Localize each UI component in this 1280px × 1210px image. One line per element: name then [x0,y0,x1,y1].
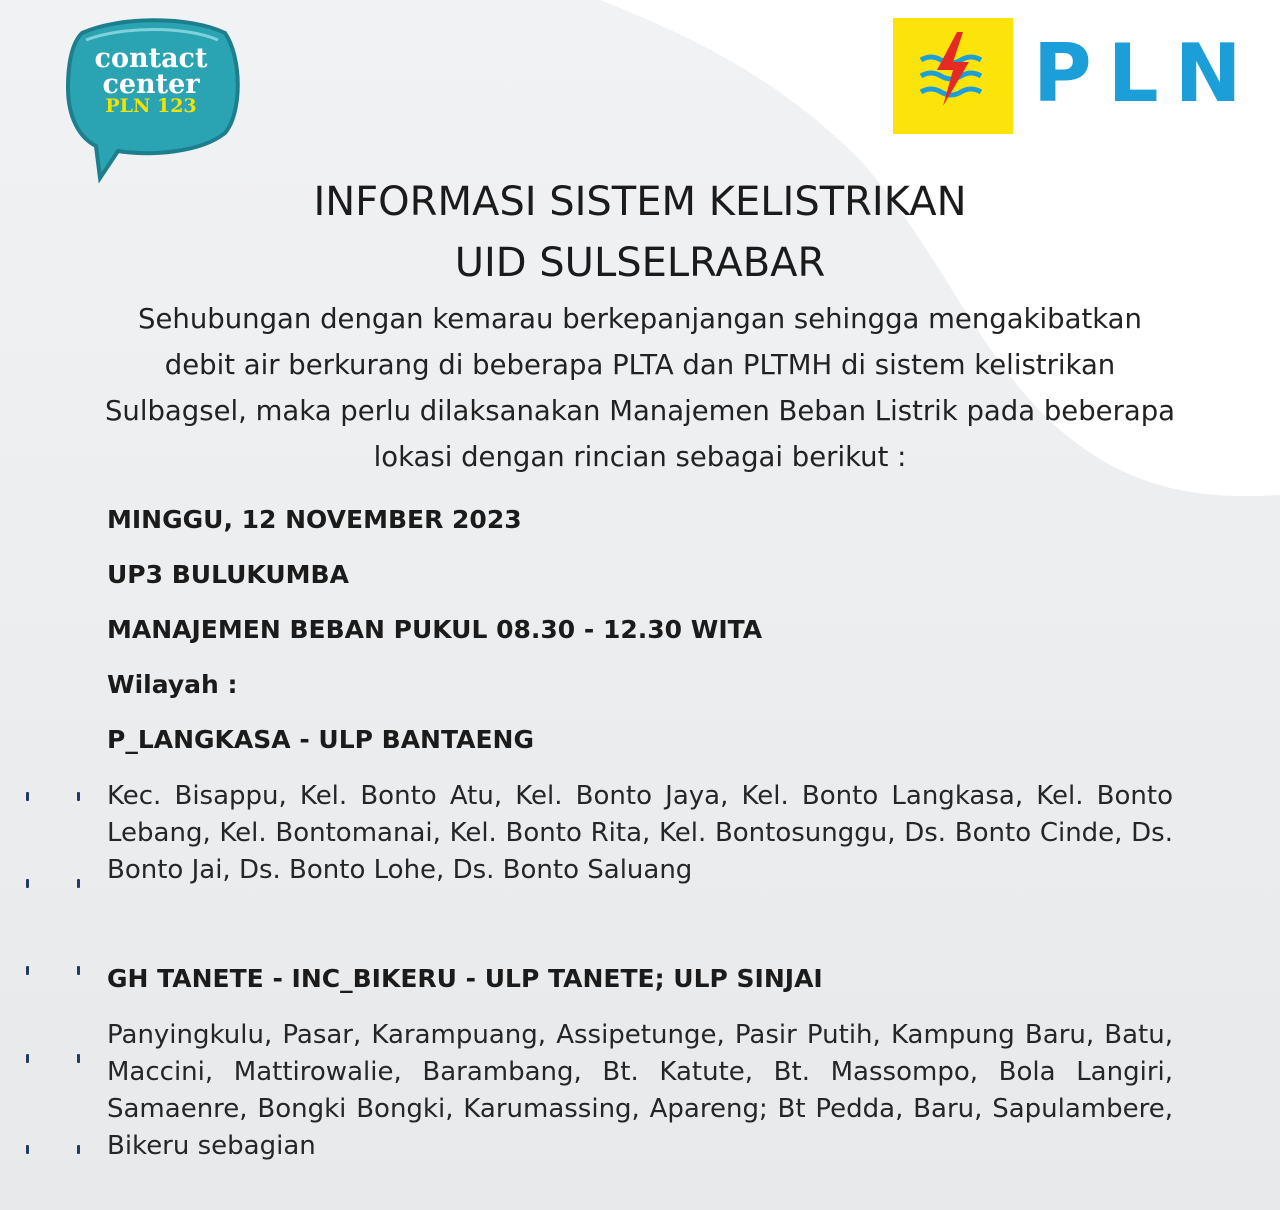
badge-line-number: PLN 123 [105,95,197,117]
bullet-mark [77,966,80,975]
pln-wordmark: PLN [1033,27,1258,120]
pln-logo-icon [893,18,1013,134]
bullet-mark [26,1145,29,1154]
bullet-mark [77,879,80,888]
area-heading: GH TANETE - INC_BIKERU - ULP TANETE; ULP SINJAI [107,964,823,993]
bullet-mark [26,1054,29,1063]
schedule-unit: UP3 BULUKUMBA [107,560,349,589]
bullet-mark [26,792,29,801]
badge-line-contact: contact [94,43,208,74]
intro-paragraph: Sehubungan dengan kemarau berkepanjangan sehingga mengakibatkan debit air berkurang di beberapa PLTA dan PLTMH di sistem kelistrikan Sulbagsel, maka perlu dilaksanakan Manajemen Beban Listrik pada beberapa lokasi dengan rincian sebagai berikut : [104,303,1176,473]
bullet-mark [26,879,29,888]
area-locations: Kec. Bisappu, Kel. Bonto Atu, Kel. Bonto Jaya, Kel. Bonto Langkasa, Kel. Bonto Lebang, Kel. Bontomanai, Kel. Bonto Rita, Kel. Bontosunggu, Ds. Bonto Cinde, Ds. Bonto Jai, Ds. Bonto Lohe, Ds. Bonto Saluang [107,781,1173,885]
badge-line-center: center [102,69,200,100]
bullet-mark [77,1054,80,1063]
area-locations: Panyingkulu, Pasar, Karampuang, Assipetunge, Pasir Putih, Kampung Baru, Batu, Maccini, Mattirowalie, Barambang, Bt. Katute, Bt. Massompo, Bola Langiri, Samaenre, Bongki Bongki, Karumassing, Apareng; Bt Pedda, Baru, Sapulambere, Bikeru sebagian [107,1020,1173,1161]
page-subtitle: UID SULSELRABAR [454,240,826,286]
region-label: Wilayah : [107,670,238,699]
bullet-mark [26,966,29,975]
schedule-date: MINGGU, 12 NOVEMBER 2023 [107,505,522,534]
schedule-time: MANAJEMEN BEBAN PUKUL 08.30 - 12.30 WITA [107,615,763,644]
bullet-mark [77,1145,80,1154]
area-heading: P_LANGKASA - ULP BANTAENG [107,725,534,754]
bullet-mark [77,792,80,801]
page-title: INFORMASI SISTEM KELISTRIKAN [313,179,967,225]
